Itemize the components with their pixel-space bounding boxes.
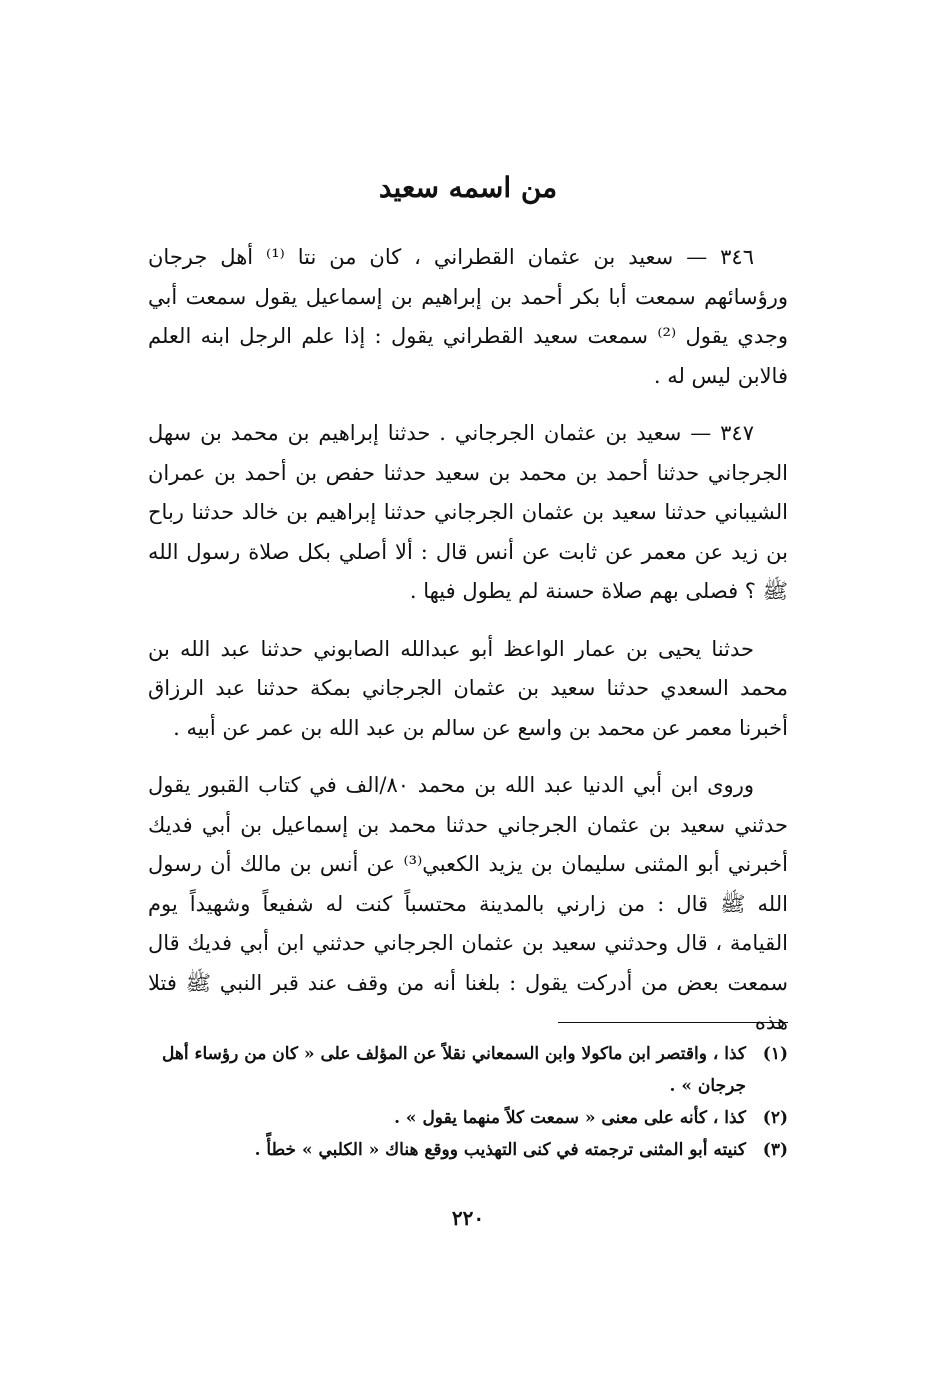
paragraph-347 bbox=[148, 414, 788, 612]
paragraph-narration bbox=[148, 630, 788, 749]
footnote-text: كذا ، واقتصر ابن ماكولا وابن السمعاني نقلاً عن المؤلف على « كان من رؤساء أهل جرجان » . bbox=[162, 1044, 746, 1096]
paragraph-346 bbox=[148, 238, 788, 396]
paragraph-text: ٣٤٧ — سعيد بن عثمان الجرجاني . حدثنا إبراهيم بن محمد بن سهل الجرجاني حدثنا أحمد بن محمد بن سعيد حدثنا حفص بن أحمد بن عمران الشيباني حدثنا سعيد بن عثمان الجرجاني حدثنا إبراهيم بن خالد حدثنا رباح بن زيد عن معمر عن ثابت عن أنس قال : ألا أصلي بكل صلاة رسول الله ﷺ ؟ فصلى بهم صلاة حسنة لم يطول فيها . bbox=[148, 421, 788, 603]
footnote-number: (١) bbox=[762, 1044, 788, 1064]
footnotes bbox=[148, 1038, 788, 1166]
footnote-divider bbox=[558, 1022, 788, 1023]
section-title: من اسمه سعيد bbox=[378, 171, 558, 204]
page-number: ٢٢٠ bbox=[451, 1206, 485, 1230]
footnote-2 bbox=[148, 1102, 788, 1134]
paragraph-ibn-abi-dunya bbox=[148, 766, 788, 1043]
book-page bbox=[148, 0, 788, 1380]
footnote-3 bbox=[148, 1134, 788, 1166]
paragraph-text: ٣٤٦ — سعيد بن عثمان القطراني ، كان من نتا ⁽¹⁾ أهل جرجان ورؤسائهم سمعت أبا بكر أحمد بن إبراهيم بن إسماعيل يقول سمعت أبي وجدي يقول ⁽²⁾ سمعت سعيد القطراني يقول : إذا علم الرجل ابنه العلم فالابن ليس له . bbox=[148, 245, 788, 388]
footnote-text: كنيته أبو المثنى ترجمته في كنى التهذيب ووقع هناك « الكلبي » خطأً . bbox=[254, 1140, 746, 1160]
paragraph-text: وروى ابن أبي الدنيا عبد الله بن محمد ٨٠/الف في كتاب القبور يقول حدثني سعيد بن عثمان الجرجاني حدثنا محمد بن إسماعيل بن أبي فديك أخبرني أبو المثنى سليمان بن يزيد الكعبي⁽³⁾ عن أنس بن مالك أن رسول الله ﷺ قال : من زارني بالمدينة محتسباً كنت له شفيعاً وشهيداً يوم القيامة ، قال وحدثني سعيد بن عثمان الجرجاني حدثني ابن أبي فديك قال سمعت بعض من أدركت يقول : بلغنا أنه من وقف عند قبر النبي ﷺ فتلا هذه bbox=[148, 773, 788, 1034]
paragraph-text: حدثنا يحيى بن عمار الواعظ أبو عبدالله الصابوني حدثنا عبد الله بن محمد السعدي حدثنا سعيد بن عثمان الجرجاني بمكة حدثنا عبد الرزاق أخبرنا معمر عن محمد بن واسع عن سالم بن عبد الله بن عمر عن أبيه . bbox=[148, 636, 788, 740]
footnote-text: كذا ، كأنه على معنى « سمعت كلاً منهما يقول » . bbox=[394, 1108, 746, 1128]
footnote-number: (٢) bbox=[762, 1108, 788, 1128]
footnote-1 bbox=[148, 1038, 788, 1102]
footnote-number: (٣) bbox=[762, 1140, 788, 1160]
body-text bbox=[148, 238, 788, 1061]
